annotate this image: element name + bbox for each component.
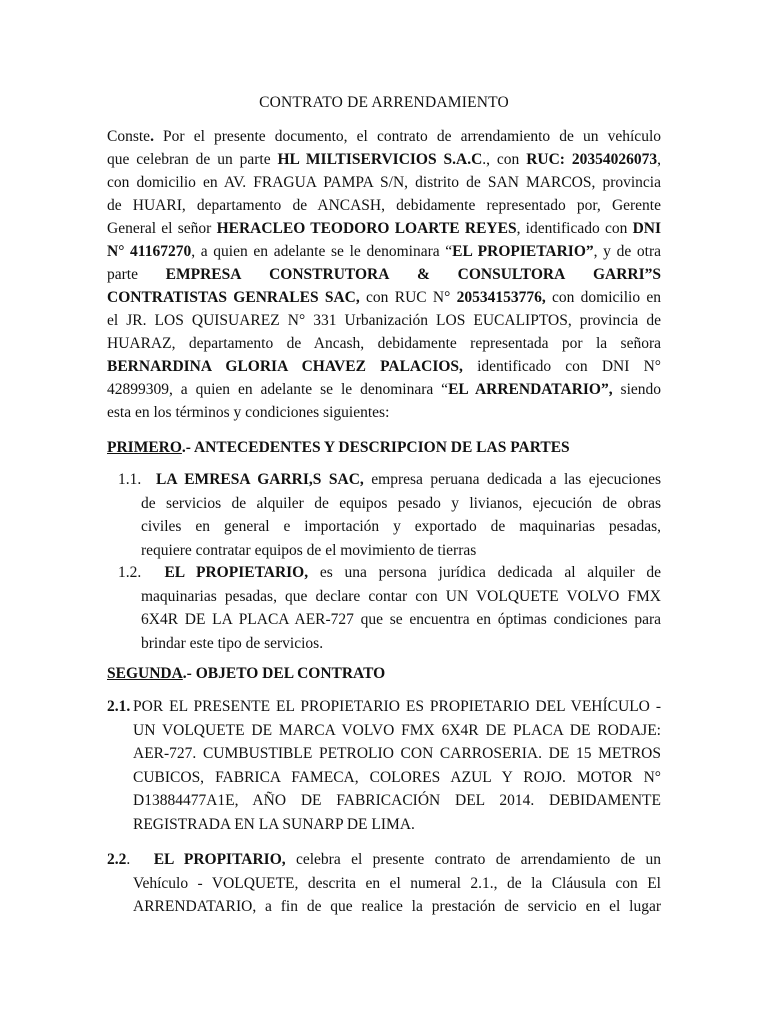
text: siendo bbox=[612, 381, 662, 398]
intro-line: HUARAZ, departamento de Ancash, debidamente representada por la señora bbox=[107, 335, 661, 352]
text: & bbox=[417, 266, 430, 283]
text: General el señor bbox=[107, 220, 217, 237]
party-name: CONTRATISTAS GENRALES SAC, bbox=[107, 289, 360, 306]
text: empresa peruana dedicada a las ejecuciones bbox=[363, 471, 662, 488]
intro-paragraph bbox=[107, 125, 661, 424]
intro-line bbox=[107, 378, 661, 401]
text: , bbox=[657, 151, 661, 168]
text: DNI bbox=[632, 220, 662, 237]
text: EL PROPITARIO, bbox=[153, 851, 286, 868]
clause-line: D13884477A1E, AÑO DE FABRICACIÓN DEL 2014. DEBIDAMENTE bbox=[133, 792, 661, 809]
text: SEGUNDA bbox=[107, 665, 183, 682]
intro-line: esta en los términos y condiciones siguientes: bbox=[107, 404, 390, 421]
text: 2.2 bbox=[107, 851, 127, 868]
clause-line: REGISTRADA EN LA SUNARP DE LIMA. bbox=[133, 815, 415, 833]
ruc-number: RUC: 20354026073 bbox=[526, 151, 658, 168]
clause-line: 6X4R DE LA PLACA AER-727 que se encuentra en óptimas condiciones para bbox=[141, 611, 661, 628]
intro-line bbox=[107, 355, 661, 378]
text: 42899309, a quien en adelante se le denominara “ bbox=[107, 381, 449, 398]
clause-2-2 bbox=[133, 848, 661, 919]
text: CONSTRUTORA bbox=[269, 266, 390, 283]
clause-line bbox=[133, 848, 661, 872]
text: .- OBJETO DEL CONTRATO bbox=[182, 665, 386, 682]
text: ., con bbox=[482, 151, 527, 168]
clause-number: 1.1. bbox=[118, 471, 142, 488]
text: con RUC N° bbox=[359, 289, 457, 306]
clause-line: requiere contratar equipos de el movimiento de tierras bbox=[141, 541, 477, 559]
text: Conste bbox=[107, 128, 151, 145]
text: es una persona jurídica dedicada al alquiler de bbox=[308, 564, 662, 581]
section-heading-segunda bbox=[107, 663, 385, 685]
role-label: EL ARRENDATARIO”, bbox=[448, 381, 613, 398]
clause-line bbox=[141, 468, 661, 492]
clause-line bbox=[141, 561, 661, 585]
representative-name: HERACLEO TEODORO LOARTE REYES bbox=[216, 220, 517, 237]
clause-1-2 bbox=[141, 561, 661, 655]
text: EMPRESA bbox=[165, 266, 242, 283]
intro-line: el JR. LOS QUISUAREZ N° 331 Urbanización LOS EUCALIPTOS, provincia de bbox=[107, 312, 661, 329]
section-heading-primero bbox=[107, 437, 570, 459]
text: GARRI”S bbox=[592, 266, 662, 283]
clause-line: POR EL PRESENTE EL PROPIETARIO ES PROPIETARIO DEL VEHÍCULO - bbox=[133, 698, 661, 715]
clause-line: ARRENDATARIO, a fin de que realice la prestación de servicio en el lugar bbox=[133, 898, 661, 915]
text: PRIMERO bbox=[107, 439, 182, 456]
text: identificado con DNI N° bbox=[462, 358, 661, 375]
dni-number: N° 41167270 bbox=[107, 243, 192, 260]
clause-number: 1.2. bbox=[118, 564, 142, 581]
party-name: HL MILTISERVICIOS S.A.C bbox=[277, 151, 483, 168]
representative-name: BERNARDINA GLORIA CHAVEZ PALACIOS, bbox=[107, 358, 463, 375]
text: celebra el presente contrato de arrendamiento de un bbox=[285, 851, 662, 868]
text: . bbox=[150, 128, 154, 145]
clause-line: de servicios de alquiler de equipos pesado y livianos, ejecución de obras bbox=[141, 494, 661, 512]
clause-1-1 bbox=[141, 468, 661, 562]
clause-line: maquinarias pesadas, que declare contar con UN VOLQUETE VOLVO FMX bbox=[141, 587, 661, 605]
intro-line bbox=[107, 125, 661, 148]
intro-line bbox=[107, 240, 661, 263]
intro-line bbox=[107, 263, 661, 286]
intro-line: de HUARI, departamento de ANCASH, debidamente representado por, Gerente bbox=[107, 197, 661, 214]
text: , y de otra bbox=[593, 243, 662, 260]
text: , a quien en adelante se le denominara “ bbox=[191, 243, 453, 260]
intro-line: con domicilio en AV. FRAGUA PAMPA S/N, distrito de SAN MARCOS, provincia bbox=[107, 174, 661, 191]
clause-number bbox=[107, 848, 130, 872]
intro-line bbox=[107, 286, 661, 309]
clause-line: brindar este tipo de servicios. bbox=[141, 634, 324, 652]
text: Por el presente documento, el contrato de arrendamiento de un vehículo bbox=[153, 128, 661, 145]
intro-line bbox=[107, 148, 661, 171]
clause-2-1 bbox=[133, 695, 661, 836]
role-label: EL PROPIETARIO” bbox=[452, 243, 594, 260]
clause-line: UN VOLQUETE DE MARCA VOLVO FMX 6X4R DE PLACA DE RODAJE: bbox=[133, 721, 661, 739]
text: parte bbox=[107, 266, 138, 283]
document-title: CONTRATO DE ARRENDAMIENTO bbox=[259, 94, 509, 111]
clause-line: Vehículo - VOLQUETE, descrita en el numeral 2.1., de la Cláusula con El bbox=[133, 874, 661, 892]
clause-line: AER-727. CUMBUSTIBLE PETROLIO CON CARROSERIA. DE 15 METROS bbox=[133, 745, 661, 762]
text: EL PROPIETARIO, bbox=[164, 564, 309, 581]
text: LA EMRESA GARRI,S SAC, bbox=[156, 471, 364, 488]
text: CONSULTORA bbox=[457, 266, 566, 283]
intro-line bbox=[107, 217, 661, 240]
clause-number: 2.1. bbox=[107, 698, 131, 715]
text: que celebran de un parte bbox=[107, 151, 278, 168]
text: . bbox=[126, 851, 131, 868]
clause-line: civiles en general e importación y exportado de maquinarias pesadas, bbox=[141, 518, 661, 535]
text: , identificado con bbox=[516, 220, 633, 237]
clause-line: CUBICOS, FABRICA FAMECA, COLORES AZUL Y ROJO. MOTOR N° bbox=[133, 768, 661, 786]
text: .- ANTECEDENTES Y DESCRIPCION DE LAS PARTES bbox=[181, 439, 570, 456]
text: con domicilio en bbox=[545, 289, 661, 306]
ruc-number: 20534153776, bbox=[456, 289, 546, 306]
